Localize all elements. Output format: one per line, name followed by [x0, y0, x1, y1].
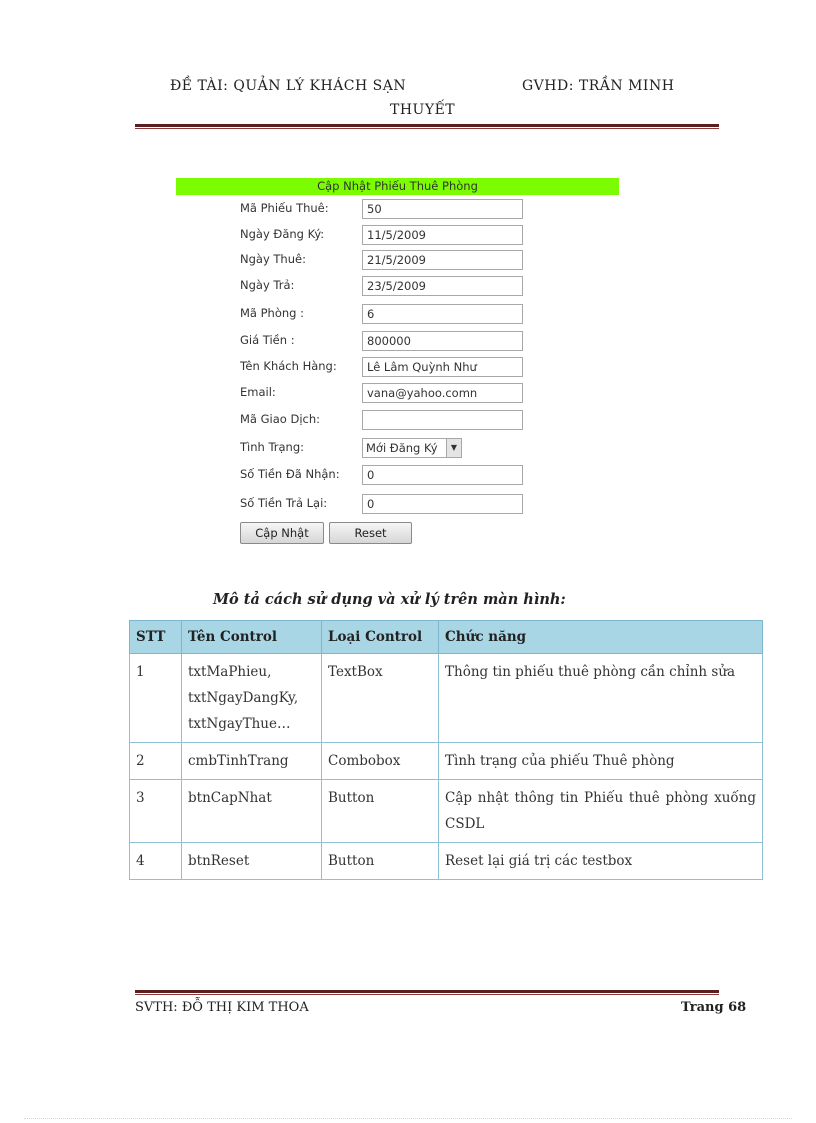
gia-tien-input[interactable]: 800000	[362, 331, 523, 351]
header-advisor: GVHD: TRẦN MINH	[522, 78, 675, 94]
cell-type: Button	[322, 780, 439, 843]
cell-func: Cập nhật thông tin Phiếu thuê phòng xuống CSDL	[439, 780, 763, 843]
ma-phong-input[interactable]: 6	[362, 304, 523, 324]
cell-type: TextBox	[322, 654, 439, 743]
form-title: Cập Nhật Phiếu Thuê Phòng	[176, 178, 619, 195]
table-row	[130, 743, 763, 780]
header-ten-control: Tên Control	[182, 621, 322, 654]
update-button[interactable]: Cập Nhật	[240, 522, 324, 544]
cell-stt: 1	[130, 654, 182, 743]
field-label: Mã Giao Dịch:	[240, 412, 321, 426]
ma-giao-dich-input[interactable]	[362, 410, 523, 430]
field-label: Tên Khách Hàng:	[240, 359, 337, 373]
header-chuc-nang: Chức năng	[439, 621, 763, 654]
ngay-dang-ky-input[interactable]: 11/5/2009	[362, 225, 523, 245]
cell-name: cmbTinhTrang	[182, 743, 322, 780]
header-advisor-continued: THUYẾT	[390, 102, 456, 118]
cell-func: Thông tin phiếu thuê phòng cần chỉnh sửa	[439, 654, 763, 743]
field-label: Giá Tiền :	[240, 333, 295, 347]
field-label: Mã Phòng :	[240, 306, 305, 320]
footer-page-number: Trang 68	[681, 1000, 747, 1015]
field-label: Tình Trạng:	[240, 440, 305, 454]
tinh-trang-selected-value: Mới Đăng Ký	[366, 441, 438, 455]
ngay-tra-input[interactable]: 23/5/2009	[362, 276, 523, 296]
dropdown-arrow-icon[interactable]: ▼	[446, 439, 461, 457]
field-label: Ngày Thuê:	[240, 252, 306, 266]
field-label: Ngày Trả:	[240, 278, 295, 292]
table-row	[130, 843, 763, 880]
field-label: Mã Phiếu Thuê:	[240, 201, 329, 215]
cell-name-line: txtMaPhieu,	[188, 664, 272, 680]
cell-stt: 2	[130, 743, 182, 780]
cell-type: Combobox	[322, 743, 439, 780]
control-table	[129, 620, 763, 880]
description-title: Mô tả cách sử dụng và xử lý trên màn hình:	[213, 591, 566, 608]
ngay-thue-input[interactable]: 21/5/2009	[362, 250, 523, 270]
table-row	[130, 780, 763, 843]
footer-student: SVTH: ĐỖ THỊ KIM THOA	[135, 1000, 309, 1015]
page-edge	[24, 1118, 792, 1119]
footer-rule	[135, 990, 719, 993]
cell-name-line: txtNgayDangKy,	[188, 690, 299, 706]
cell-name: btnReset	[182, 843, 322, 880]
cell-name	[182, 654, 322, 743]
header-stt: STT	[130, 621, 182, 654]
ma-phieu-thue-input[interactable]: 50	[362, 199, 523, 219]
so-tien-da-nhan-input[interactable]: 0	[362, 465, 523, 485]
header-rule-thin	[135, 128, 719, 129]
header-rule	[135, 124, 719, 127]
field-label: Ngày Đăng Ký:	[240, 227, 325, 241]
email-input[interactable]: vana@yahoo.comn	[362, 383, 523, 403]
field-label: Email:	[240, 385, 276, 399]
cell-name-line: txtNgayThue…	[188, 716, 291, 732]
field-label: Số Tiền Đã Nhận:	[240, 467, 340, 481]
tinh-trang-select[interactable]	[362, 438, 462, 458]
cell-name: btnCapNhat	[182, 780, 322, 843]
table-row	[130, 654, 763, 743]
cell-stt: 4	[130, 843, 182, 880]
so-tien-tra-lai-input[interactable]: 0	[362, 494, 523, 514]
reset-button[interactable]: Reset	[329, 522, 412, 544]
cell-stt: 3	[130, 780, 182, 843]
cell-func: Reset lại giá trị các testbox	[439, 843, 763, 880]
table-header-row	[130, 621, 763, 654]
cell-func: Tình trạng của phiếu Thuê phòng	[439, 743, 763, 780]
header-loai-control: Loại Control	[322, 621, 439, 654]
header-topic: ĐỀ TÀI: QUẢN LÝ KHÁCH SẠN	[170, 78, 407, 94]
cell-type: Button	[322, 843, 439, 880]
footer-rule-thin	[135, 994, 719, 995]
field-label: Số Tiền Trả Lại:	[240, 496, 328, 510]
ten-khach-hang-input[interactable]: Lê Lâm Quỳnh Như	[362, 357, 523, 377]
